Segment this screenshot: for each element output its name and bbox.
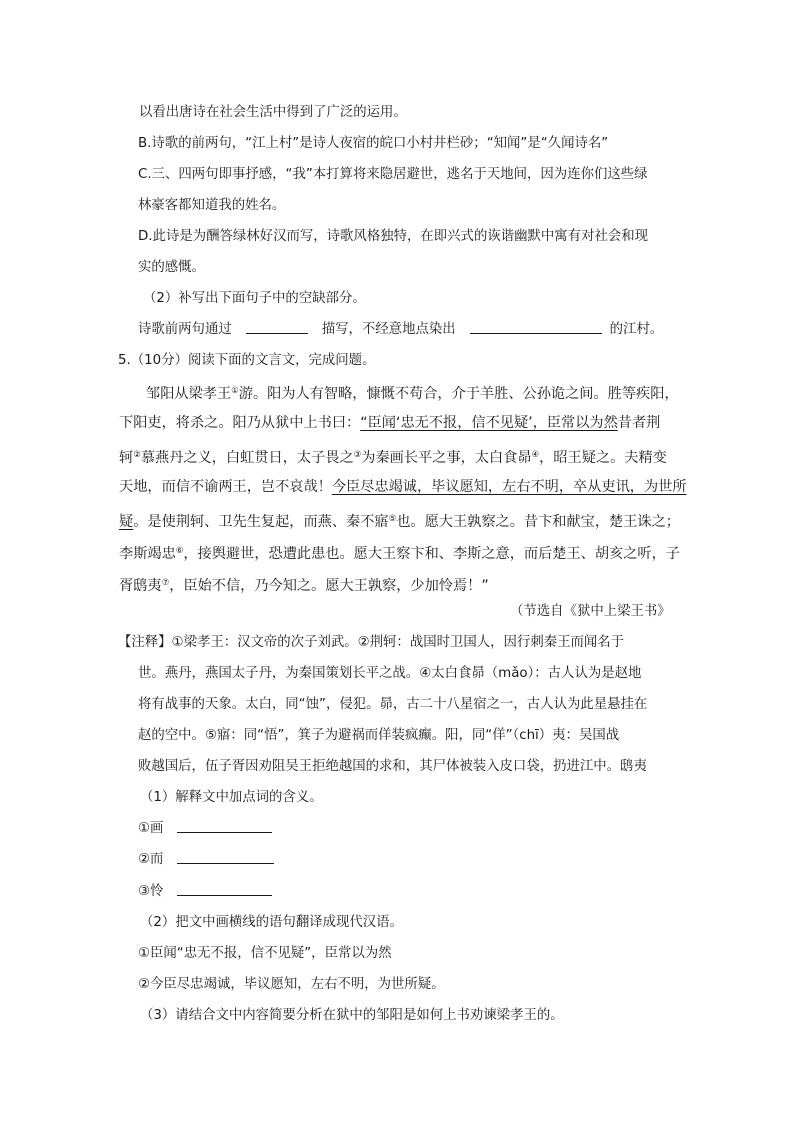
underlined-sentence-2: 今臣尽忠竭诚，毕议愿知，左右不明，卒从吏讯，为世所 xyxy=(331,479,687,495)
notes-line-2: 世。燕丹，燕国太子丹，为秦国策划长平之战。④太白食昴（mǎo）：古人认为是赵地 xyxy=(138,666,642,681)
option-c-line1: C.三、四两句即事抒感，“我”本打算将来隐居避世，逃名于天地间，因为连你们这些绿 xyxy=(138,167,648,182)
footnote-marker-3: ③ xyxy=(353,450,362,460)
footnote-marker-7: ⑦ xyxy=(161,578,170,588)
passage-line-3: 轲②慕燕丹之义，白虹贯日，太子畏之③为秦画长平之事，太白食昴④，昭王疑之。夫精变 xyxy=(119,450,667,466)
word-item-3: ③怜 xyxy=(138,882,272,902)
footnote-marker-4: ④ xyxy=(531,450,540,460)
underlined-sentence-1: “臣闻‘忠无不报，信不见疑’，臣常以为然 xyxy=(360,415,618,431)
q5-sub2-prompt: （2）把文中画横线的语句翻译成现代汉语。 xyxy=(140,915,403,930)
fill-text-b: 描写，不经意地点染出 xyxy=(321,322,456,337)
q4-fill-in-line xyxy=(138,320,663,340)
answer-blank-word-1[interactable] xyxy=(177,819,272,833)
option-d-line1: D.此诗是为酬答绿林好汉而写，诗歌风格独特，在即兴式的诙谐幽默中寓有对社会和现 xyxy=(138,229,649,244)
footnote-marker-2: ② xyxy=(133,450,141,460)
passage-line-6: 李斯竭忠⑥，接舆避世，恐遭此患也。愿大王察卞和、李斯之意，而后楚王、胡亥之听，子 xyxy=(119,546,680,562)
passage-line-5: 疑。是使荆轲、卫先生复起，而燕、秦不寤⑤也。愿大王孰察之。昔卞和献宝，楚王诛之； xyxy=(119,514,680,530)
option-a-continued: 以看出唐诗在社会生活中得到了广泛的运用。 xyxy=(139,105,407,120)
translate-sentence-1: ①臣闻“忠无不报，信不见疑”，臣常以为然 xyxy=(138,946,392,961)
option-c-line2: 林豪客都知道我的姓名。 xyxy=(138,198,286,213)
fill-text-c: 的江村。 xyxy=(609,322,664,337)
passage-source: （节选自《狱中上梁王书》 xyxy=(510,604,671,619)
passage-line-4: 天地，而信不谕两王，岂不哀哉！今臣尽忠竭诚，毕议愿知，左右不明，卒从吏讯，为世所 xyxy=(119,479,687,495)
q5-sub1-prompt: （1）解释文中加点词的含义。 xyxy=(140,790,323,805)
option-d-line2: 实的感慨。 xyxy=(138,260,205,275)
footnote-marker-1: ① xyxy=(231,386,239,396)
q4-sub2-prompt: （2）补写出下面句子中的空缺部分。 xyxy=(143,291,366,306)
answer-blank-2[interactable] xyxy=(470,320,602,334)
answer-blank-word-2[interactable] xyxy=(177,850,274,864)
notes-line-4: 赵的空中。⑤寤：同“悟”，箕子为避祸而佯装疯癫。阳，同“佯”（chī）夷：吴国战 xyxy=(138,728,620,743)
translate-sentence-2: ②今臣尽忠竭诚，毕议愿知，左右不明，为世所疑。 xyxy=(138,977,445,992)
fill-text-a: 诗歌前两句通过 xyxy=(138,322,232,337)
question-5-header: 5.（10分）阅读下面的文言文，完成问题。 xyxy=(118,353,376,368)
notes-line-5: 败越国后，伍子胥因劝阻吴王拒绝越国的求和，其尸体被装入皮口袋，扔进江中。鸱夷 xyxy=(138,759,647,774)
passage-line-7: 胥鸱夷⑦，臣始不信，乃今知之。愿大王孰察，少加怜焉！” xyxy=(119,578,489,594)
option-b: B.诗歌的前两句，“江上村”是诗人夜宿的皖口小村井栏砂；“知闻”是“久闻诗名” xyxy=(138,136,609,151)
answer-blank-1[interactable] xyxy=(246,320,308,334)
underlined-sentence-2-end: 疑 xyxy=(119,514,134,530)
word-item-1: ①画 xyxy=(138,819,272,839)
notes-line-1: 【注释】①梁孝王：汉文帝的次子刘武。②荆轲：战国时卫国人，因行刺秦王而闻名于 xyxy=(118,635,625,650)
q5-sub3-prompt: （3）请结合文中内容简要分析在狱中的邹阳是如何上书劝谏梁孝王的。 xyxy=(140,1008,564,1023)
passage-line-2: 下阳吏，将杀之。阳乃从狱中上书曰：“臣闻‘忠无不报，信不见疑’，臣常以为然昔者荆 xyxy=(119,415,661,431)
passage-line-1: 邹阳从梁孝王①游。阳为人有智略，慷慨不苟合，介于羊胜、公孙诡之间。胜等疾阳， xyxy=(146,386,679,402)
word-item-2: ②而 xyxy=(138,850,274,870)
notes-line-3: 将有战事的天象。太白，同“蚀”，侵犯。昴，古二十八星宿之一，古人认为此星悬挂在 xyxy=(138,697,648,712)
footnote-marker-5: ⑤ xyxy=(388,514,397,524)
footnote-marker-6: ⑥ xyxy=(175,546,184,556)
answer-blank-word-3[interactable] xyxy=(177,882,272,896)
